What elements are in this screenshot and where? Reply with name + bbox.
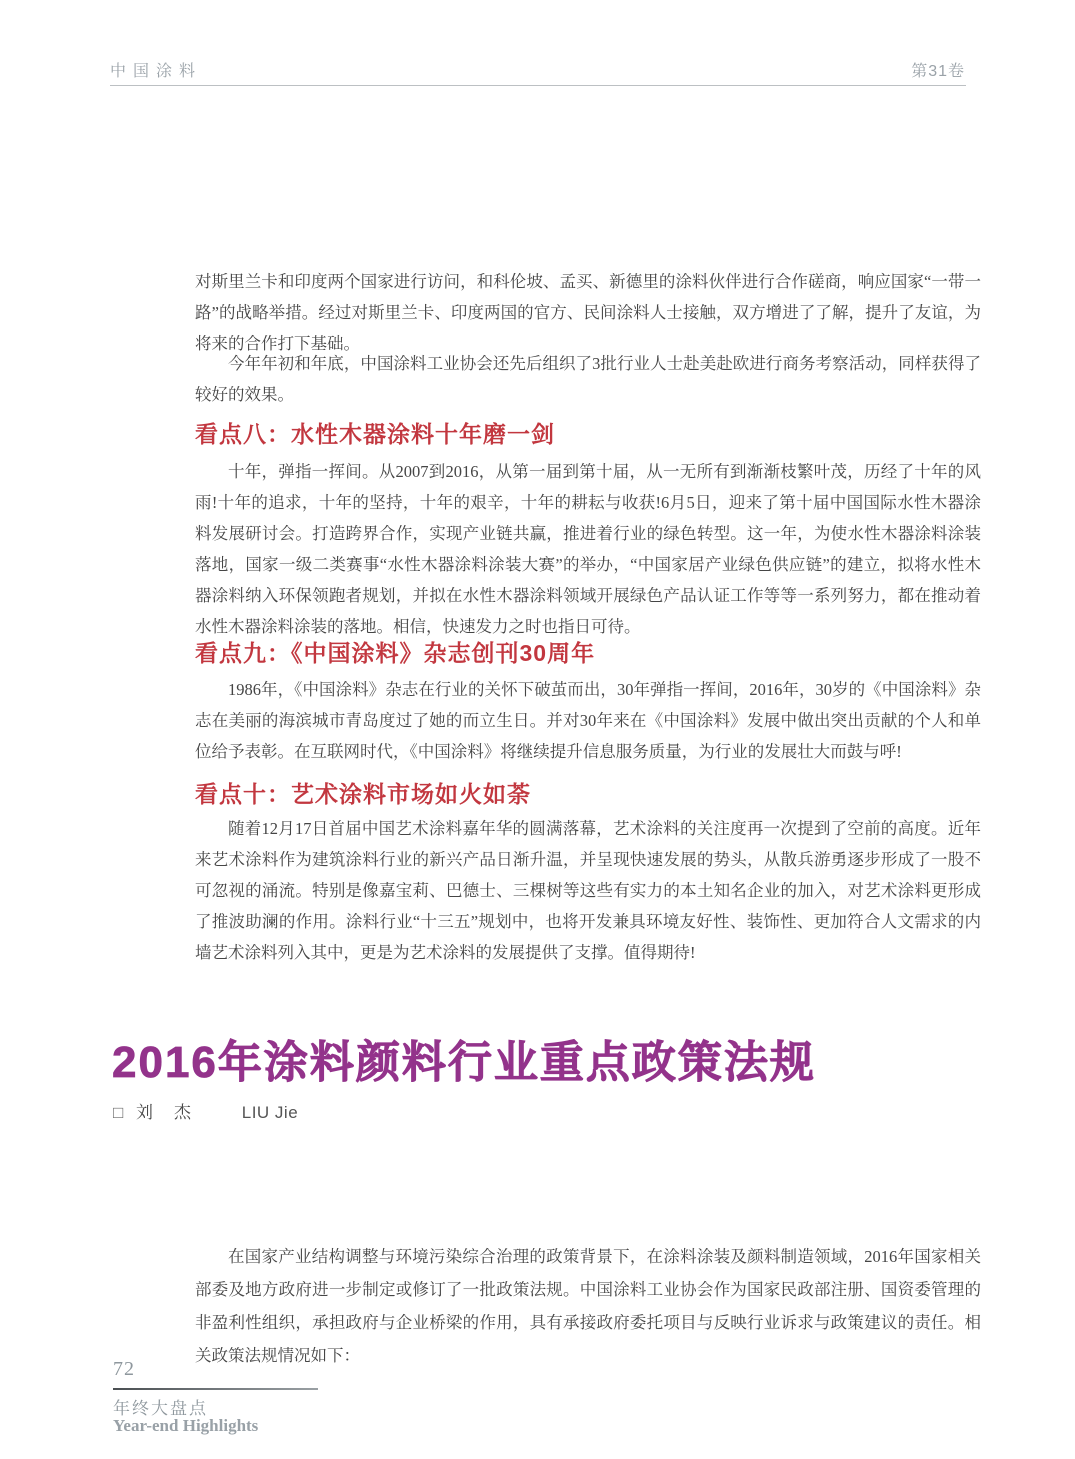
- header-divider: [110, 85, 966, 86]
- intro-paragraph-1: 对斯里兰卡和印度两个国家进行访问，和科伦坡、孟买、新德里的涂料伙伴进行合作磋商，响应国家“一带一路”的战略举措。经过对斯里兰卡、印度两国的官方、民间涂料人士接触，双方增进了了解，提升了友谊，为将来的合作打下基础。: [195, 272, 981, 353]
- section-heading-highlight-10: 看点十：艺术涂料市场如火如荼: [195, 781, 531, 807]
- section-heading-highlight-9: 看点九：《中国涂料》杂志创刊30周年: [195, 640, 596, 666]
- author-name: 刘 杰: [136, 1103, 194, 1122]
- article-intro-paragraph: 在国家产业结构调整与环境污染综合治理的政策背景下，在涂料涂装及颜料制造领域，2016年国家相关部委及地方政府进一步制定或修订了一批政策法规。中国涂料工业协会作为国家民政部注册、国资委管理的非盈利性组织，承担政府与企业桥梁的作用，具有承接政府委托项目与反映行业诉求与政策建议的责任。相关政策法规情况如下：: [195, 1247, 981, 1365]
- author-square-marker-icon: □: [113, 1103, 124, 1122]
- footer-column-title-cn: 年终大盘点: [113, 1399, 208, 1418]
- section-body-highlight-8: 十年，弹指一挥间。从2007到2016，从第一届到第十届，从一无所有到渐渐枝繁叶茂，历经了十年的风雨!十年的追求，十年的坚持，十年的艰辛，十年的耕耘与收获!6月5日，迎来了第十届中国国际水性木器涂料发展研讨会。打造跨界合作，实现产业链共赢，推进着行业的绿色转型。这一年，为使水性木器涂料涂装落地，国家一级二类赛事“水性木器涂料涂装大赛”的举办，“中国家居产业绿色供应链”的建立，拟将水性木器涂料纳入环保领跑者规划，并拟在水性木器涂料领域开展绿色产品认证工作等等一系列努力，都在推动着水性木器涂料涂装的落地。相信，快速发力之时也指日可待。: [195, 462, 981, 636]
- header-volume: 第31卷: [911, 63, 965, 80]
- section-body-highlight-10: 随着12月17日首届中国艺术涂料嘉年华的圆满落幕，艺术涂料的关注度再一次提到了空前的高度。近年来艺术涂料作为建筑涂料行业的新兴产品日渐升温，并呈现快速发展的势头，从散兵游勇逐步形成了一股不可忽视的涌流。特别是像嘉宝莉、巴德士、三棵树等这些有实力的本土知名企业的加入，对艺术涂料更形成了推波助澜的作用。涂料行业“十三五”规划中，也将开发兼具环境友好性、装饰性、更加符合人文需求的内墙艺术涂料列入其中，更是为艺术涂料的发展提供了支撑。值得期待!: [195, 819, 981, 962]
- section-body-highlight-9: 1986年，《中国涂料》杂志在行业的关怀下破茧而出，30年弹指一挥间，2016年，30岁的《中国涂料》杂志在美丽的海滨城市青岛度过了她的而立生日。并对30年来在《中国涂料》发展中做出突出贡献的个人和单位给予表彰。在互联网时代，《中国涂料》将继续提升信息服务质量，为行业的发展壮大而鼓与呼!: [195, 680, 981, 761]
- article-title: 2016年涂料颜料行业重点政策法规: [112, 1038, 816, 1087]
- footer-column-title-en: Year-end Highlights: [113, 1416, 259, 1435]
- header-journal-title: 中国涂料: [110, 63, 203, 80]
- section-heading-highlight-8: 看点八：水性木器涂料十年磨一剑: [195, 421, 555, 447]
- author-line: [113, 1098, 298, 1123]
- footer-page-number: 72: [113, 1358, 135, 1380]
- intro-paragraph-2: 今年年初和年底，中国涂料工业协会还先后组织了3批行业人士赴美赴欧进行商务考察活动，同样获得了较好的效果。: [195, 354, 981, 404]
- footer-divider: [113, 1388, 318, 1390]
- author-name-pinyin: LIU Jie: [241, 1103, 299, 1122]
